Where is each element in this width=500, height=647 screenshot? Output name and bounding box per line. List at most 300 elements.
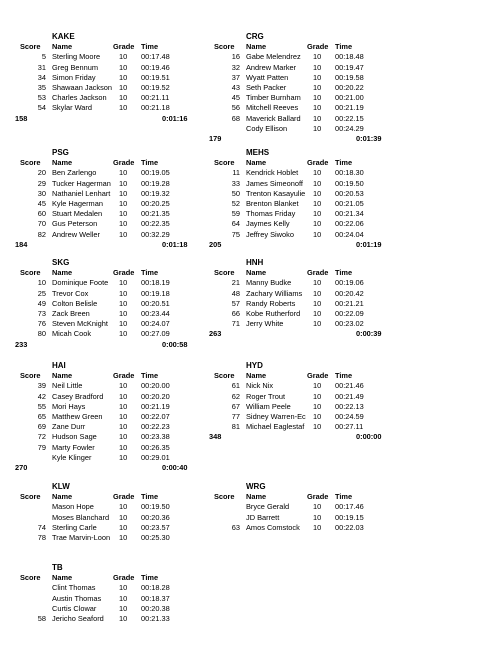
runner-name: Thomas Friday (246, 209, 296, 219)
runner-grade: 10 (313, 52, 322, 62)
runner-time: 00:20.20 (141, 391, 170, 401)
header-name: Name (246, 158, 267, 168)
runner-time: 00:21.46 (335, 381, 364, 391)
runner-name: Manny Budke (246, 278, 292, 288)
runner-time: 00:21.19 (141, 401, 170, 411)
runner-grade: 10 (313, 123, 322, 133)
runner-grade: 10 (119, 93, 128, 103)
runner-time: 00:18.37 (141, 593, 170, 603)
runner-grade: 10 (313, 381, 322, 391)
runner-time: 00:20.22 (335, 83, 364, 92)
runner-time: 00:21.49 (335, 391, 364, 401)
runner-score: 37 (231, 72, 240, 82)
runner-score: 56 (231, 103, 240, 113)
runner-time: 00:23.38 (141, 432, 170, 442)
runner-score: 77 (231, 412, 240, 421)
runner-row (218, 422, 418, 432)
runner-score: 69 (37, 422, 46, 432)
column-header (20, 492, 224, 502)
runner-score: 73 (37, 309, 46, 318)
runner-row (218, 502, 418, 512)
total-score: 179 (209, 134, 222, 143)
runner-row (218, 179, 418, 189)
runner-row (24, 453, 224, 463)
runner-row (24, 52, 224, 62)
runner-grade: 10 (313, 522, 322, 532)
runner-name: Moses Blanchard (52, 512, 110, 522)
runner-time: 00:20.42 (335, 288, 364, 298)
column-header (214, 268, 418, 278)
runner-time: 00:23.57 (141, 522, 170, 532)
runner-time: 00:22.15 (335, 113, 364, 123)
runner-grade: 10 (119, 103, 128, 113)
runner-row (24, 594, 224, 604)
runner-row (24, 533, 224, 543)
runner-row (24, 230, 224, 240)
header-score: Score (20, 371, 41, 381)
runner-name: William Peele (246, 401, 291, 411)
runner-name: Amos Comstock (246, 522, 300, 532)
column-header (214, 492, 418, 502)
runner-name: Stuart Medalen (52, 209, 103, 219)
runner-grade: 10 (313, 512, 322, 522)
runner-time: 00:17.46 (335, 502, 364, 512)
runner-time: 00:23.02 (335, 319, 364, 329)
runner-row (218, 513, 418, 523)
team-name: CRG (246, 32, 264, 41)
runner-row (24, 392, 224, 402)
runner-time: 00:21.18 (141, 103, 170, 113)
total-score: 348 (209, 432, 222, 442)
header-grade: Grade (307, 492, 329, 502)
column-header (214, 371, 418, 381)
runner-grade: 10 (119, 83, 128, 92)
runner-grade: 10 (313, 62, 322, 72)
runner-time: 00:20.00 (141, 381, 170, 391)
runner-row (24, 402, 224, 412)
runner-time: 00:20.53 (335, 188, 364, 198)
header-grade: Grade (113, 573, 135, 583)
runner-score: 61 (231, 381, 240, 391)
runner-row (24, 83, 224, 93)
header-time: Time (141, 492, 159, 502)
runner-grade: 10 (119, 168, 128, 178)
header-name: Name (52, 42, 73, 52)
runner-score: 35 (37, 83, 46, 92)
team-name: HYD (246, 361, 263, 370)
runner-grade: 10 (119, 412, 128, 421)
runner-grade: 10 (313, 199, 322, 208)
runner-name: Trae Marvin-Loon (52, 533, 111, 542)
runner-grade: 10 (119, 391, 128, 401)
runner-row (218, 523, 418, 533)
runner-grade: 10 (313, 103, 322, 113)
runner-time: 00:22.07 (141, 412, 170, 421)
runner-name: Gabe Melendrez (246, 52, 301, 62)
runner-grade: 10 (313, 288, 322, 298)
runner-score: 32 (231, 62, 240, 72)
column-header (20, 371, 224, 381)
runner-score: 59 (231, 209, 240, 219)
runner-name: Sterling Carle (52, 522, 97, 532)
runner-time: 00:32.29 (141, 229, 170, 239)
runner-score: 65 (37, 412, 46, 421)
runner-time: 00:27.11 (335, 422, 364, 432)
runner-time: 00:19.50 (335, 178, 364, 188)
runner-score: 34 (37, 72, 46, 82)
runner-score: 39 (37, 381, 46, 391)
runner-grade: 10 (119, 62, 128, 72)
runner-name: Andrew Marker (246, 62, 297, 72)
runner-time: 00:22.09 (335, 309, 364, 318)
runner-grade: 10 (119, 199, 128, 208)
header-name: Name (246, 42, 267, 52)
header-time: Time (141, 573, 159, 583)
runner-name: Maverick Ballard (246, 113, 301, 123)
runner-row (24, 289, 224, 299)
runner-name: Nathaniel Lenhart (52, 188, 111, 198)
runner-score: 30 (37, 188, 46, 198)
runner-row (24, 329, 224, 339)
header-grade: Grade (307, 42, 329, 52)
runner-score: 74 (37, 522, 46, 532)
runner-score: 45 (37, 199, 46, 208)
runner-row (218, 124, 418, 134)
header-name: Name (52, 573, 73, 583)
header-score: Score (214, 371, 235, 381)
runner-grade: 10 (119, 583, 128, 593)
column-header (20, 42, 224, 52)
runner-name: Brenton Blanket (246, 199, 299, 208)
runner-name: Andrew Weller (52, 229, 100, 239)
team-name: TB (52, 563, 63, 572)
runner-grade: 10 (313, 502, 322, 512)
runner-score: 72 (37, 432, 46, 442)
runner-time: 00:26.35 (141, 442, 170, 452)
runner-row (24, 319, 224, 329)
runner-row (218, 289, 418, 299)
runner-grade: 10 (313, 83, 322, 92)
runner-row (24, 168, 224, 178)
runner-grade: 10 (119, 593, 128, 603)
header-grade: Grade (113, 42, 135, 52)
header-name: Name (52, 158, 73, 168)
runner-score: 11 (232, 168, 240, 178)
runner-grade: 10 (119, 298, 128, 308)
runner-row (24, 63, 224, 73)
runner-grade: 10 (119, 72, 128, 82)
column-header (20, 573, 224, 583)
runner-name: Matthew Green (52, 412, 103, 421)
runner-row (24, 583, 224, 593)
header-score: Score (20, 158, 41, 168)
runner-score: 67 (231, 401, 240, 411)
runner-time: 00:25.30 (141, 533, 170, 542)
runner-score: 79 (37, 442, 46, 452)
runner-time: 00:19.28 (141, 178, 170, 188)
column-header (20, 268, 224, 278)
total-score: 205 (209, 239, 222, 249)
runner-grade: 10 (313, 412, 322, 421)
runner-name: Zachary Williams (246, 288, 303, 298)
runner-grade: 10 (119, 381, 128, 391)
runner-score: 58 (37, 614, 46, 623)
runner-time: 00:23.44 (141, 309, 170, 318)
header-name: Name (52, 492, 73, 502)
runner-name: Kobe Rutherford (246, 309, 301, 318)
runner-row (218, 73, 418, 83)
header-score: Score (20, 42, 41, 52)
runner-score: 53 (37, 93, 46, 103)
runner-score: 29 (37, 178, 46, 188)
runner-name: Zane Durr (52, 422, 86, 432)
runner-row (218, 199, 418, 209)
runner-name: Randy Roberts (246, 298, 296, 308)
runner-row (24, 502, 224, 512)
runner-grade: 10 (119, 603, 128, 613)
runner-row (24, 219, 224, 229)
runner-grade: 10 (119, 401, 128, 411)
runner-name: Mason Hope (52, 502, 94, 512)
runner-grade: 10 (313, 422, 322, 432)
runner-grade: 10 (119, 278, 128, 288)
runner-name: Kyle Klinger (52, 452, 92, 462)
runner-time: 00:24.59 (335, 412, 364, 421)
runner-score: 5 (41, 52, 46, 62)
runner-time: 00:24.04 (335, 229, 364, 239)
total-score: 270 (15, 463, 28, 472)
runner-grade: 10 (119, 422, 128, 432)
header-time: Time (141, 268, 159, 278)
runner-score: 62 (231, 391, 240, 401)
runner-score: 21 (231, 278, 240, 288)
header-time: Time (141, 42, 159, 52)
runner-time: 00:18.30 (335, 168, 364, 178)
total-score: 158 (15, 113, 28, 123)
runner-row (218, 278, 418, 288)
header-name: Name (52, 268, 73, 278)
runner-row (24, 614, 224, 624)
runner-time: 00:21.19 (335, 103, 364, 113)
runner-row (218, 189, 418, 199)
runner-time: 00:18.28 (141, 583, 170, 593)
runner-grade: 10 (119, 614, 128, 623)
runner-time: 00:21.33 (141, 614, 170, 623)
header-score: Score (214, 492, 235, 502)
runner-score: 48 (231, 288, 240, 298)
runner-name: Jerry White (246, 319, 284, 329)
header-time: Time (141, 158, 159, 168)
total-time: 0:01:39 (356, 134, 382, 143)
runner-name: Ben Zarlengo (52, 168, 97, 178)
total-time: 0:00:00 (356, 432, 382, 442)
runner-grade: 10 (119, 188, 128, 198)
runner-name: Wyatt Patten (246, 72, 289, 82)
team-name: KLW (52, 482, 70, 491)
runner-score: 49 (37, 298, 46, 308)
header-score: Score (214, 42, 235, 52)
total-score: 233 (15, 339, 28, 349)
header-time: Time (335, 371, 353, 381)
runner-time: 00:29.01 (141, 452, 170, 462)
runner-grade: 10 (313, 168, 322, 178)
runner-name: Jeffrey Siwoko (246, 229, 294, 239)
runner-grade: 10 (119, 229, 128, 239)
runner-row (24, 604, 224, 614)
total-time: 0:01:18 (162, 239, 188, 249)
runner-row (218, 103, 418, 113)
runner-row (218, 299, 418, 309)
runner-score: 70 (37, 219, 46, 229)
header-name: Name (246, 492, 267, 502)
runner-time: 00:19.47 (335, 62, 364, 72)
header-grade: Grade (113, 268, 135, 278)
runner-grade: 10 (313, 113, 322, 123)
runner-grade: 10 (313, 309, 322, 318)
runner-score: 43 (231, 83, 240, 92)
header-grade: Grade (307, 158, 329, 168)
runner-grade: 10 (119, 178, 128, 188)
runner-time: 00:22.03 (335, 522, 364, 532)
runner-score: 52 (231, 199, 240, 208)
runner-row (24, 513, 224, 523)
runner-time: 00:22.23 (141, 422, 170, 432)
runner-time: 00:17.48 (141, 52, 170, 62)
runner-name: Austin Thomas (52, 593, 102, 603)
runner-row (218, 402, 418, 412)
runner-name: Mori Hays (52, 401, 86, 411)
runner-name: Nick Nix (246, 381, 274, 391)
runner-row (24, 432, 224, 442)
runner-grade: 10 (119, 522, 128, 532)
runner-name: Seth Packer (246, 83, 287, 92)
runner-name: Colton Belisle (52, 298, 98, 308)
runner-score: 78 (37, 533, 46, 542)
runner-time: 00:19.50 (141, 502, 170, 512)
header-grade: Grade (307, 371, 329, 381)
runner-score: 76 (37, 319, 46, 329)
runner-row (24, 299, 224, 309)
runner-grade: 10 (119, 288, 128, 298)
runner-name: Casey Bradford (52, 391, 104, 401)
runner-name: Steven McKnight (52, 319, 108, 329)
total-score: 263 (209, 329, 222, 339)
runner-name: Greg Bennum (52, 62, 99, 72)
runner-name: Mitchell Reeves (246, 103, 299, 113)
runner-name: Sidney Warren-Ec (246, 412, 306, 421)
column-header (214, 42, 418, 52)
runner-time: 00:21.21 (335, 298, 364, 308)
runner-row (24, 209, 224, 219)
runner-grade: 10 (313, 209, 322, 219)
runner-row (218, 52, 418, 62)
runner-time: 00:19.58 (335, 72, 364, 82)
runner-grade: 10 (119, 52, 128, 62)
runner-score: 80 (37, 329, 46, 339)
runner-row (24, 381, 224, 391)
runner-score: 54 (37, 103, 46, 113)
header-grade: Grade (307, 268, 329, 278)
header-name: Name (246, 371, 267, 381)
runner-grade: 10 (313, 319, 322, 329)
runner-time: 00:22.35 (141, 219, 170, 229)
runner-time: 00:19.51 (141, 72, 170, 82)
runner-score: 25 (37, 288, 46, 298)
runner-name: Dominique Foote (52, 278, 109, 288)
runner-time: 00:19.46 (141, 62, 170, 72)
runner-time: 00:18.48 (335, 52, 364, 62)
runner-name: Hudson Sage (52, 432, 97, 442)
runner-name: Charles Jackson (52, 93, 107, 103)
runner-row (218, 168, 418, 178)
runner-name: JD Barrett (246, 512, 280, 522)
runner-row (24, 93, 224, 103)
runner-score: 63 (231, 522, 240, 532)
runner-time: 00:19.05 (141, 168, 170, 178)
runner-time: 00:21.05 (335, 199, 364, 208)
header-time: Time (335, 42, 353, 52)
total-score: 184 (15, 239, 28, 249)
runner-row (24, 422, 224, 432)
runner-time: 00:19.18 (141, 288, 170, 298)
header-name: Name (52, 371, 73, 381)
runner-grade: 10 (119, 533, 128, 542)
runner-time: 00:20.25 (141, 199, 170, 208)
runner-score: 75 (231, 229, 240, 239)
runner-score: 16 (231, 52, 240, 62)
header-grade: Grade (113, 158, 135, 168)
runner-time: 00:18.19 (141, 278, 170, 288)
runner-row (24, 73, 224, 83)
team-name: MEHS (246, 148, 270, 157)
column-header (20, 158, 224, 168)
runner-name: Curtis Clowar (52, 603, 97, 613)
runner-time: 00:22.13 (335, 401, 364, 411)
runner-name: Simon Friday (52, 72, 96, 82)
runner-score: 33 (231, 178, 240, 188)
runner-name: Clint Thomas (52, 583, 96, 593)
team-name: WRG (246, 482, 266, 491)
runner-grade: 10 (119, 319, 128, 329)
runner-name: Kyle Hagerman (52, 199, 103, 208)
runner-name: Skylar Ward (52, 103, 92, 113)
runner-row (24, 189, 224, 199)
runner-score: 60 (37, 209, 46, 219)
runner-row (24, 412, 224, 422)
runner-name: Timber Burnham (246, 93, 301, 103)
runner-row (218, 114, 418, 124)
runner-row (218, 209, 418, 219)
runner-grade: 10 (313, 178, 322, 188)
runner-time: 00:21.00 (335, 93, 364, 103)
runner-row (218, 83, 418, 93)
runner-score: 82 (37, 229, 46, 239)
header-time: Time (335, 268, 353, 278)
team-name: HAI (52, 361, 66, 370)
team-name: HNH (246, 258, 264, 267)
runner-name: Tucker Hagerman (52, 178, 111, 188)
runner-name: Cody Ellison (246, 123, 288, 133)
runner-name: Micah Cook (52, 329, 92, 339)
runner-row (218, 381, 418, 391)
runner-time: 00:21.11 (141, 93, 170, 103)
runner-grade: 10 (119, 432, 128, 442)
runner-grade: 10 (313, 391, 322, 401)
runner-name: Kendrick Hoblet (246, 168, 299, 178)
runner-time: 00:27.09 (141, 329, 170, 339)
total-time: 0:01:19 (356, 239, 382, 249)
runner-score: 57 (231, 298, 240, 308)
